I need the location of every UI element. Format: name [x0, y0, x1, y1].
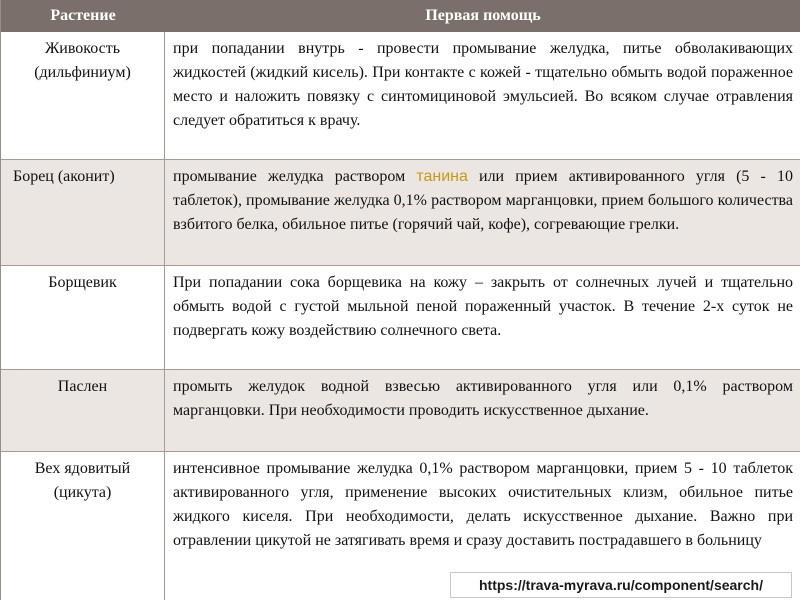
first-aid-cell: интенсивное промывание желудка 0,1% раствором марганцовки, прием 5 - 10 таблеток активированного угля, применение высоких очистительных клизм, обильное питье жидкого киселя. При необходимости, делать искусственное дыхание. Важно при отравлении цикутой не затягивать время и сразу доставить пострадавшего в больницу: [173, 460, 793, 549]
first-aid-cell: при попадании внутрь - провести промывание желудка, питье обволакивающих жидкостей (жидкий кисель). При контакте с кожей - тщательно обмыть водой пораженное место и наложить повязку с синтомициновой эмульсией. Во всяком случае отравления следует обратиться к врачу.: [173, 40, 793, 129]
aid-text-after: или прием активированного угля (5 - 10 таблеток), промывание желудка 0,1% раствором марганцовки, прием большого количества взбитого белка, обильное питье (горячий чай, кофе), согревающие грелки.: [173, 168, 794, 233]
tannin-link[interactable]: танина: [416, 168, 468, 185]
plant-cell: Борец (аконит): [1, 160, 165, 265]
plant-cell: Паслен: [1, 370, 165, 451]
first-aid-cell: промыть желудок водной взвесью активированного угля или 0,1% раствором марганцовки. При необходимости проводить искусственное дыхание.: [173, 378, 793, 419]
plant-cell: Вех ядовитый (цикута): [1, 452, 165, 600]
table-header: [1, 0, 800, 32]
table-row: [1, 266, 800, 370]
source-url-label[interactable]: https://trava-myrava.ru/component/search/: [450, 572, 792, 598]
table-row: [1, 160, 800, 266]
header-first-aid: Первая помощь: [425, 7, 541, 24]
first-aid-cell: При попадании сока борщевика на кожу – закрыть от солнечных лучей и тщательно обмыть водой с густой мыльной пеной пораженный участок. В течение 2-х суток не подвергать кожу воздействию солнечного света.: [173, 274, 793, 339]
table-row: [1, 370, 800, 452]
first-aid-cell: [165, 160, 800, 265]
aid-text-before: промывание желудка раствором: [173, 168, 417, 185]
plant-cell: Живокость (дильфиниум): [1, 32, 165, 159]
header-plant: Растение: [50, 7, 116, 24]
plant-cell: Борщевик: [1, 266, 165, 369]
table-row: [1, 32, 800, 160]
